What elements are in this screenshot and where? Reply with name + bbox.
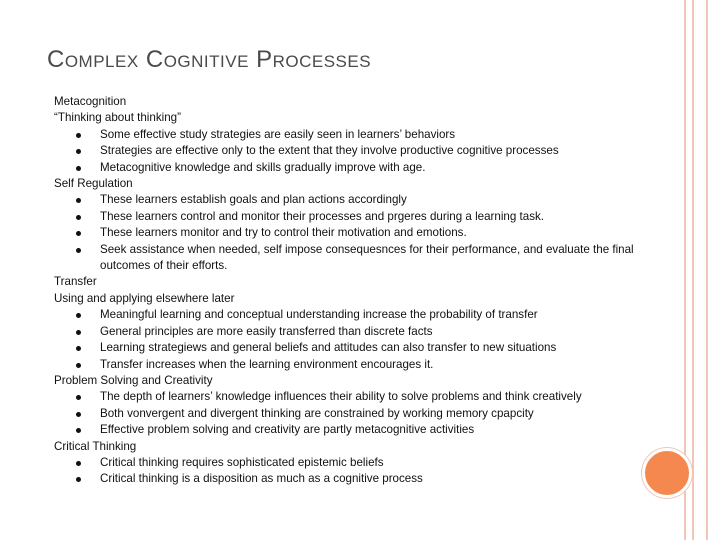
bullet-dot-icon [76, 428, 81, 433]
slide-title: Complex Cognitive Processes [47, 46, 372, 73]
section-heading: Problem Solving and Creativity [54, 373, 213, 387]
section-subheading: Using and applying elsewhere later [54, 291, 235, 305]
bullet-dot-icon [76, 149, 81, 154]
section-heading: Metacognition [54, 95, 127, 108]
slide-body [54, 94, 674, 488]
bullet-dot-icon [76, 198, 81, 203]
bullet-dot-icon [76, 395, 81, 400]
bullet-dot-icon [76, 346, 81, 351]
bullet-dot-icon [76, 412, 81, 417]
list-item: Transfer increases when the learning environment encourages it. [54, 357, 674, 373]
bullet-dot-icon [76, 461, 81, 466]
bullet-dot-icon [76, 363, 81, 368]
bullet-dot-icon [76, 248, 81, 253]
list-item: Learning strategiews and general beliefs and attitudes can also transfer to new situations [54, 340, 674, 356]
list-item: Both vonvergent and divergent thinking are constrained by working memory cpapcity [54, 406, 674, 422]
bullet-dot-icon [76, 477, 81, 482]
list-item: General principles are more easily transferred than discrete facts [54, 324, 674, 340]
list-item: The depth of learners’ knowledge influences their ability to solve problems and think creatively [54, 389, 674, 405]
bullet-dot-icon [76, 313, 81, 318]
list-item: Strategies are effective only to the extent that they involve productive cognitive processes [54, 143, 674, 159]
list-item: Critical thinking is a disposition as much as a cognitive process [54, 471, 674, 487]
list-item: Seek assistance when needed, self impose consequesnces for their performance, and evaluate the final outcomes of their efforts. [54, 242, 674, 275]
list-item: These learners establish goals and plan actions accordingly [54, 192, 674, 208]
section-self-regulation [54, 176, 674, 274]
section-heading: Critical Thinking [54, 439, 137, 453]
section-metacognition [54, 94, 674, 176]
list-item: Critical thinking requires sophisticated epistemic beliefs [54, 455, 674, 471]
section-heading: Transfer [54, 275, 97, 289]
bullet-dot-icon [76, 133, 81, 138]
bullet-dot-icon [76, 231, 81, 236]
section-heading: Self Regulation [54, 177, 133, 191]
bullet-dot-icon [76, 166, 81, 171]
section-transfer [54, 274, 674, 372]
bullet-dot-icon [76, 215, 81, 220]
list-item: Meaningful learning and conceptual understanding increase the probability of transfer [54, 307, 674, 323]
section-critical-thinking [54, 439, 674, 488]
decorative-border-line [692, 0, 694, 540]
list-item: These learners control and monitor their processes and prgeres during a learning task. [54, 209, 674, 225]
decorative-border-line [706, 0, 708, 540]
section-problem-solving [54, 373, 674, 439]
list-item: Metacognitive knowledge and skills gradually improve with age. [54, 160, 674, 176]
list-item: These learners monitor and try to control their motivation and emotions. [54, 225, 674, 241]
list-item: Effective problem solving and creativity are partly metacognitive activities [54, 422, 674, 438]
list-item: Some effective study strategies are easily seen in learners’ behaviors [54, 127, 674, 143]
section-subheading: “Thinking about thinking” [54, 111, 181, 125]
bullet-dot-icon [76, 330, 81, 335]
